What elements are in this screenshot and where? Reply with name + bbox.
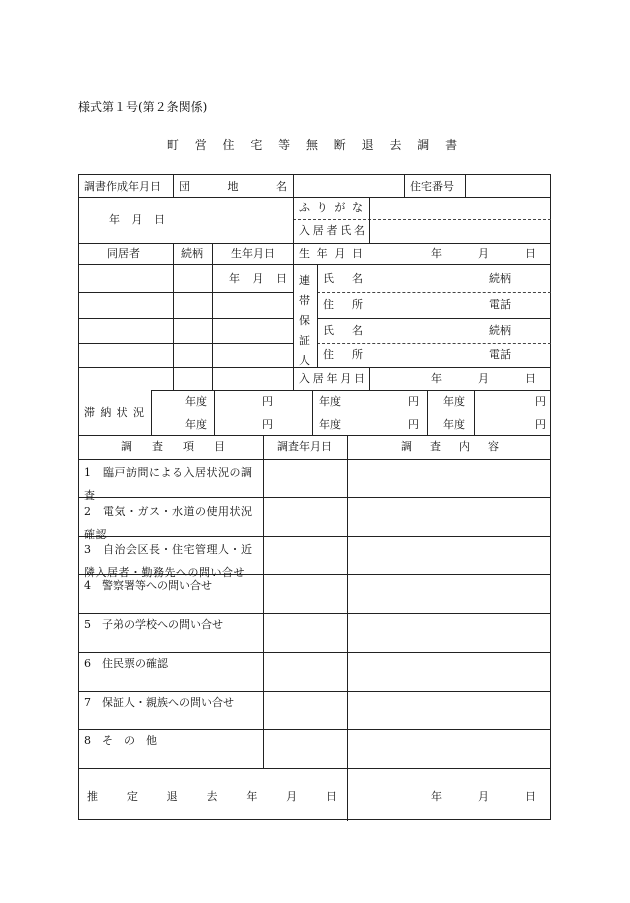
furigana-label: ふ り が な xyxy=(299,201,363,214)
survey-item-4: 4 警察署等への問い合せ xyxy=(84,579,212,592)
survey-item-7: 7 保証人・親族への問い合せ xyxy=(84,696,234,709)
birthdate-header: 生年月日 xyxy=(231,247,275,260)
survey-form-table xyxy=(78,174,551,820)
guarantor2-phone-label: 電話 xyxy=(489,348,511,361)
arrears-yen-3: 円 xyxy=(535,395,546,408)
survey-item-8: 8 そ の 他 xyxy=(84,734,157,747)
survey-content-header: 調 査 内 容 xyxy=(401,440,499,453)
guarantor1-name-label: 氏 名 xyxy=(323,272,363,285)
guarantor1-address-label: 住 所 xyxy=(323,298,363,311)
relation-header: 続柄 xyxy=(181,247,203,260)
arrears-year-1: 年度 xyxy=(185,395,207,408)
guarantor2-address-label: 住 所 xyxy=(323,348,363,361)
housing-number-label: 住宅番号 xyxy=(410,180,454,193)
move-in-date-label: 入 居 年 月 日 xyxy=(299,372,365,385)
arrears-yen-6: 円 xyxy=(535,418,546,431)
survey-date-value: 年 月 日 xyxy=(109,213,165,226)
arrears-yen-5: 円 xyxy=(408,418,419,431)
guarantor2-name-label: 氏 名 xyxy=(323,324,363,337)
survey-date-label: 調書作成年月日 xyxy=(84,180,161,193)
arrears-year-3: 年度 xyxy=(443,395,465,408)
resident-name-label: 入 居 者 氏 名 xyxy=(299,224,365,237)
arrears-year-4: 年度 xyxy=(185,418,207,431)
arrears-yen-4: 円 xyxy=(262,418,273,431)
cohabitant-header: 同居者 xyxy=(107,247,140,260)
estimated-move-out-label: 推 定 退 去 年 月 日 xyxy=(87,790,337,803)
survey-item-5: 5 子弟の学校への問い合せ xyxy=(84,618,223,631)
danchi-name-label: 団 地 名 xyxy=(179,180,287,193)
resident-birthdate-value: 年 月 日 xyxy=(431,247,536,260)
joint-guarantor-label: 連 帯 保 証 人 xyxy=(299,274,310,367)
arrears-year-6: 年度 xyxy=(443,418,465,431)
guarantor1-phone-label: 電話 xyxy=(489,298,511,311)
arrears-status-label: 滞 納 状 況 xyxy=(84,406,144,419)
estimated-move-out-value: 年 月 日 xyxy=(431,790,536,803)
cohabitant-birthdate-value: 年 月 日 xyxy=(229,272,287,285)
arrears-yen-2: 円 xyxy=(408,395,419,408)
survey-date-header: 調査年月日 xyxy=(277,440,332,453)
arrears-year-5: 年度 xyxy=(319,418,341,431)
survey-items-header: 調 査 項 目 xyxy=(121,440,225,453)
survey-item-3: 3 自治会区長・住宅管理人・近隣入居者・勤務先への問い合せ xyxy=(84,543,253,579)
form-title: 町 営 住 宅 等 無 断 退 去 調 書 xyxy=(166,138,464,152)
arrears-year-2: 年度 xyxy=(319,395,341,408)
survey-item-2: 2 電気・ガス・水道の使用状況確認 xyxy=(84,505,253,541)
guarantor2-relation-label: 続柄 xyxy=(489,324,511,337)
survey-item-6: 6 住民票の確認 xyxy=(84,657,168,670)
move-in-date-value: 年 月 日 xyxy=(431,372,536,385)
form-number: 様式第１号(第２条関係) xyxy=(78,100,208,114)
resident-birthdate-label: 生 年 月 日 xyxy=(299,247,363,260)
arrears-yen-1: 円 xyxy=(262,395,273,408)
guarantor1-relation-label: 続柄 xyxy=(489,272,511,285)
survey-item-1: 1 臨戸訪問による入居状況の調査 xyxy=(84,466,253,502)
